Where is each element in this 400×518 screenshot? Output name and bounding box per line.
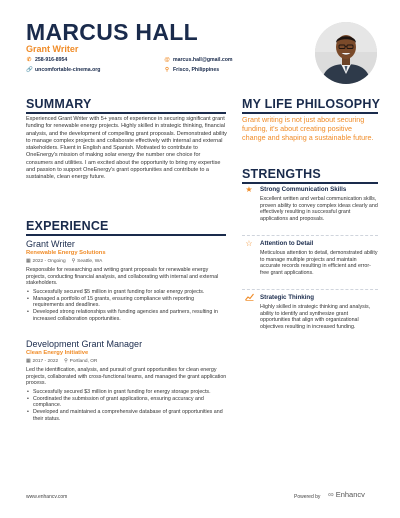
avatar — [315, 22, 377, 84]
strength-title: Attention to Detail — [260, 240, 314, 247]
location-pin-icon: ⚲ — [71, 259, 76, 264]
candidate-title: Grant Writer — [26, 44, 79, 54]
job-description: Responsible for researching and writing grant proposals for renewable energy projects, conducting financial analysis, and collaborating with internal and external stakeholders. — [26, 267, 219, 287]
avatar-portrait — [315, 22, 377, 84]
phone-icon: ✆ — [26, 57, 32, 63]
strengths-heading: STRENGTHS — [242, 167, 321, 181]
strength-divider — [242, 289, 378, 290]
summary-divider — [26, 112, 226, 114]
strength-divider — [242, 235, 378, 236]
calendar-icon: ▦ — [26, 359, 31, 364]
calendar-icon: ▦ — [26, 259, 31, 264]
location-text: Frisco, Philippines — [173, 67, 220, 73]
list-item: • Coordinated the submission of grant applications, ensuring accuracy and compliance. — [26, 396, 226, 409]
job-bullets — [26, 289, 226, 323]
star-icon: ★ — [245, 185, 253, 194]
job-location: ⚲ Seattle, WA — [71, 259, 103, 264]
email-text[interactable]: marcus.hall@gmail.com — [173, 57, 233, 63]
philosophy-heading: MY LIFE PHILOSOPHY — [242, 97, 381, 111]
location-pin-icon: ⚲ — [64, 359, 68, 364]
phone-text: 258-916-8954 — [35, 57, 68, 63]
strength-text: Highly skilled in strategic thinking and analysis, ability to identify and synthesize grant opportunities that align with organizational objectives resulting in increased funding. — [260, 304, 371, 331]
enhancv-logo[interactable] — [328, 490, 365, 499]
at-icon: @ — [164, 57, 170, 63]
job-bullets — [26, 389, 226, 423]
footer-url[interactable]: www.enhancv.com — [26, 494, 68, 500]
job-title: Development Grant Manager — [26, 339, 143, 349]
job-dates: ▦ 2017 - 2022 — [26, 359, 59, 364]
contact-location — [164, 67, 219, 73]
experience-divider — [26, 234, 226, 236]
summary-text: Experienced Grant Writer with 5+ years of experience in securing significant grant funding for renewable energy projects. Highly skilled in strategic thinking, financial analysis, and the development of compelling grant proposals. Demonstrated ability to manage complex projects and collaborate effectively with internal and external stakeholders. Fluent in English and Spanish. Motivated to contribute to OneEnergy's mission of making solar energy the number one choice for consumers and utilities. I am excited about the opportunity to bring my expertise and passion to support OneEnergy's grant opportunities and contribute to a sustainable, clean energy future. — [26, 116, 227, 181]
strength-title: Strong Communication Skills — [260, 186, 347, 193]
contact-phone — [26, 57, 67, 63]
link-icon: 🔗 — [26, 67, 33, 73]
strength-title: Strategic Thinking — [260, 294, 314, 301]
website-text[interactable]: uncomfortable-cinema.org — [35, 67, 101, 73]
candidate-name: MARCUS HALL — [26, 19, 198, 45]
enhancv-logo-text: Enhancv — [335, 490, 365, 499]
job-meta — [26, 259, 102, 264]
list-item: • Managed a portfolio of 15 grants, ensuring compliance with reporting requirements and deadlines. — [26, 296, 226, 309]
list-item: • Successfully secured $3 million in grant funding for energy storage projects. — [26, 389, 226, 396]
philosophy-text: Grant writing is not just about securing funding, it's about creating positive change and shaping a sustainable future. — [242, 115, 374, 142]
job-location: ⚲ Portland, OR — [64, 359, 98, 364]
list-item: • Developed and maintained a comprehensive database of grant opportunities and their status. — [26, 409, 226, 422]
list-item: • Developed strong relationships with funding agencies and partners, resulting in increased collaboration opportunities. — [26, 309, 226, 322]
job-company: Renewable Energy Solutions — [26, 250, 106, 256]
job-title: Grant Writer — [26, 239, 75, 249]
footer-powered-by: Powered by — [294, 494, 321, 500]
star-outline-icon: ☆ — [245, 239, 253, 248]
philosophy-divider — [242, 112, 378, 114]
job-description: Led the identification, analysis, and pursuit of grant opportunities for clean energy projects, collaborated with cross-functional teams, and managed the grant application process. — [26, 367, 227, 387]
chart-icon-glyph — [245, 293, 254, 301]
job-meta — [26, 359, 97, 364]
enhancv-logo-icon: ∞ — [328, 490, 334, 499]
experience-heading: EXPERIENCE — [26, 219, 109, 233]
job-company: Clean Energy Initiative — [26, 350, 89, 356]
summary-heading: SUMMARY — [26, 97, 92, 111]
location-pin-icon: ⚲ — [164, 67, 170, 73]
contact-website[interactable] — [26, 67, 100, 73]
contact-email[interactable] — [164, 57, 233, 63]
strengths-divider — [242, 182, 378, 184]
strength-text: Excellent written and verbal communication skills, proven ability to convey complex ideas clearly and effectively resulting in successful grant applications and proposals. — [260, 196, 378, 223]
list-item: • Successfully secured $5 million in grant funding for solar energy projects. — [26, 289, 226, 296]
job-dates: ▦ 2022 - Ongoing — [26, 259, 66, 264]
chart-icon — [244, 293, 254, 303]
strength-text: Meticulous attention to detail, demonstrated ability to manage multiple projects and maintain accurate records resulting in efficient and error-free grant applications. — [260, 250, 378, 277]
